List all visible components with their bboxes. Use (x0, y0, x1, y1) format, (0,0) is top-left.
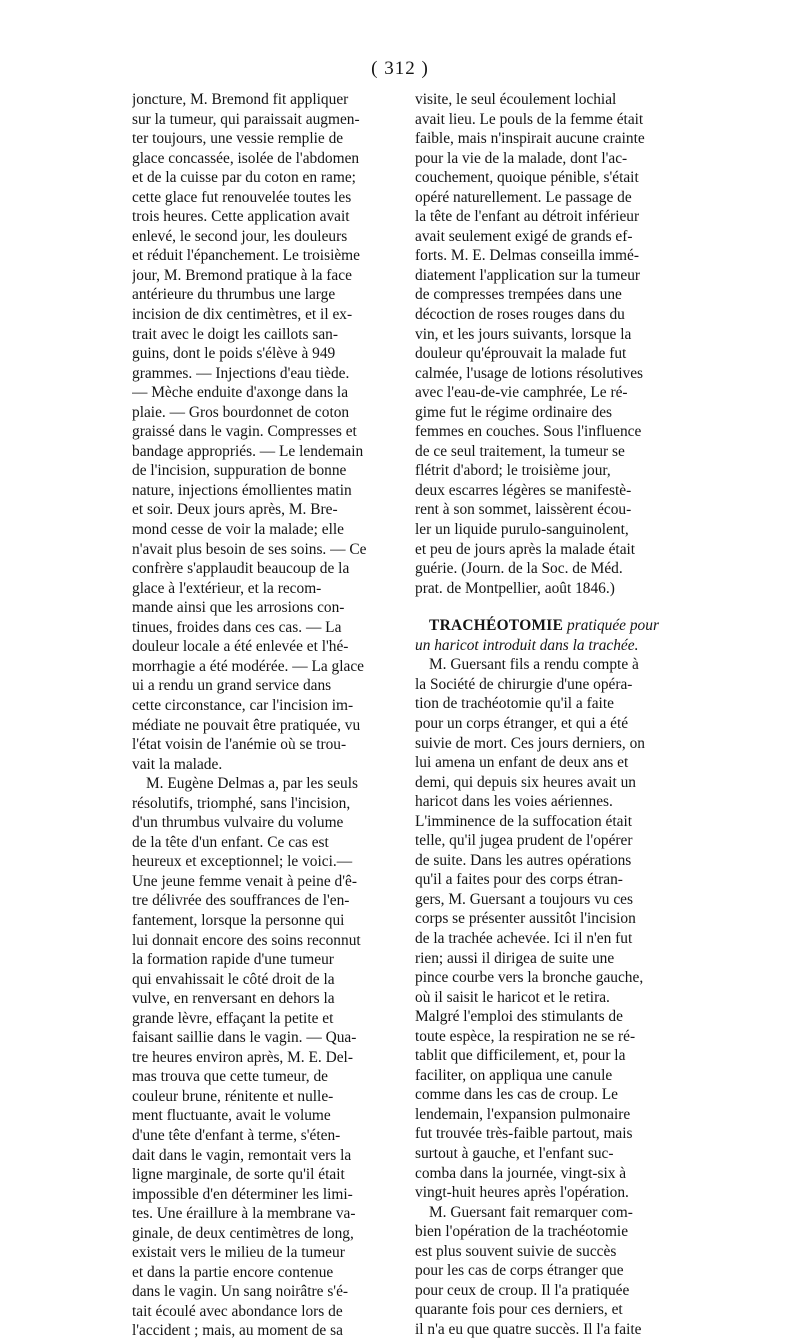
right-column (415, 90, 677, 1339)
text-line: couleur brune, rénitente et nulle- (132, 1087, 334, 1105)
text-line: femmes en couches. Sous l'influence (415, 423, 642, 441)
text-line: haricot dans les voies aériennes. (415, 793, 613, 811)
text-line: la Société de chirurgie d'une opéra- (415, 675, 633, 693)
text-line: gers, M. Guersant a toujours vu ces (415, 890, 633, 908)
text-line: trois heures. Cette application avait (132, 208, 350, 226)
text-line: vin, et les jours suivants, lorsque la (415, 325, 632, 343)
text-line: lui amena un enfant de deux ans et (415, 754, 629, 772)
text-line: joncture, M. Bremond fit appliquer (132, 91, 349, 108)
text-line: couchement, quoique pénible, s'était (415, 169, 639, 187)
text-line: pour un corps étranger, et qui a été (415, 714, 629, 732)
text-line: de suite. Dans les autres opérations (415, 851, 632, 869)
text-line: Malgré l'emploi des stimulants de (415, 1008, 623, 1026)
text-line: guérie. (Journ. de la Soc. de Méd. (415, 560, 623, 578)
text-line: tion de trachéotomie qu'il a faite (415, 695, 614, 713)
text-line: toute espèce, la respiration ne se ré- (415, 1027, 636, 1045)
text-line: trait avec le doigt les caillots san- (132, 325, 338, 343)
text-line: comba dans la journée, vingt-six à (415, 1164, 627, 1182)
text-line: grammes. — Injections d'eau tiède. (132, 364, 350, 382)
text-line: tait écoulé avec abondance lors de (132, 1302, 343, 1320)
text-line: forts. M. E. Delmas conseilla immé- (415, 247, 639, 265)
text-line: ginale, de deux centimètres de long, (132, 1224, 354, 1242)
text-line: telle, qu'il jugea prudent de l'opérer (415, 832, 633, 850)
text-line: faisant saillie dans le vagin. — Qua- (132, 1029, 357, 1047)
text-line: ment fluctuante, avait le volume (132, 1107, 331, 1125)
text-line: rent à son sommet, laissèrent écou- (415, 501, 632, 519)
text-line: et soir. Deux jours après, M. Bre- (132, 501, 338, 519)
section-heading: TRACHÉOTOMIE (429, 617, 564, 635)
text-line: tablit que difficilement, et, pour la (415, 1047, 626, 1065)
text-line: de la tête d'un enfant. Ce cas est (132, 833, 329, 851)
text-line: faible, mais n'inspirait aucune crainte (415, 130, 645, 148)
text-line: grande lèvre, effaçant la petite et (132, 1009, 334, 1027)
text-line: lendemain, l'expansion pulmonaire (415, 1105, 631, 1123)
text-line: gime fut le régime ordinaire des (415, 403, 613, 421)
text-line: antérieure du thrumbus une large (132, 286, 336, 304)
text-line: d'une tête d'enfant à terme, s'éten- (132, 1126, 341, 1144)
text-line: avait lieu. Le pouls de la femme était (415, 110, 644, 128)
text-line: médiate ne pouvait être pratiquée, vu (132, 716, 361, 734)
text-line: de l'incision, suppuration de bonne (132, 462, 347, 480)
text-line: vait la malade. (132, 755, 223, 773)
text-line: d'un thrumbus vulvaire du volume (132, 814, 344, 832)
text-line: mas trouva que cette tumeur, de (132, 1068, 328, 1086)
text-line: vingt-huit heures après l'opération. (415, 1184, 629, 1202)
text-line: quarante fois pour ces derniers, et (415, 1301, 623, 1319)
text-line: bien l'opération de la trachéotomie (415, 1223, 629, 1241)
text-line: sur la tumeur, qui paraissait augmen- (132, 110, 360, 128)
text-line: résolutifs, triomphé, sans l'incision, (132, 794, 351, 812)
text-line: lui donnait encore des soins reconnut (132, 931, 361, 949)
text-line: incision de dix centimètres, et il ex- (132, 306, 353, 324)
section-heading-rest: pratiquée pour (563, 617, 659, 635)
text-line: flétrit d'abord; le troisième jour, (415, 462, 611, 480)
text-line: fantement, lorsque la personne qui (132, 911, 345, 929)
text-line: calmée, l'usage de lotions résolutives (415, 364, 644, 382)
text-line: — Mèche enduite d'axonge dans la (132, 384, 349, 402)
text-line: cette circonstance, car l'incision im- (132, 696, 354, 714)
text-line: visite, le seul écoulement lochial (415, 91, 617, 108)
section-heading-line (415, 616, 677, 636)
text-line: la formation rapide d'une tumeur (132, 951, 334, 969)
text-line: n'avait plus besoin de ses soins. — Ce (132, 540, 367, 558)
section-spacer (415, 598, 677, 616)
text-line: Une jeune femme venait à peine d'ê- (132, 872, 357, 890)
text-line: pour la vie de la malade, dont l'ac- (415, 149, 628, 167)
text-line: glace à l'extérieur, et la recom- (132, 579, 322, 597)
text-line: existait vers le milieu de la tumeur (132, 1244, 345, 1262)
text-line: pour les cas de corps étranger que (415, 1262, 624, 1280)
text-line: ter toujours, une vessie remplie de (132, 130, 344, 148)
text-line: demi, qui depuis six heures avait un (415, 773, 636, 791)
text-line: rien; aussi il dirigea de suite une (415, 949, 615, 967)
text-line: diatement l'application sur la tumeur (415, 266, 641, 284)
text-line: où il saisit le haricot et le retira. (415, 988, 610, 1006)
text-line: l'état voisin de l'anémie où se trou- (132, 736, 347, 754)
page-number: ( 312 ) (371, 58, 429, 79)
text-line: guins, dont le poids s'élève à 949 (132, 345, 336, 363)
text-line: corps se présenter aussitôt l'incision (415, 910, 636, 928)
text-line: qui envahissait le côté droit de la (132, 970, 335, 988)
text-line: nature, injections émollientes matin (132, 481, 352, 499)
text-line: de compresses trempées dans une (415, 286, 622, 304)
text-line: L'imminence de la suffocation était (415, 812, 633, 830)
text-line: bandage appropriés. — Le lendemain (132, 442, 364, 460)
text-line: pince courbe vers la bronche gauche, (415, 969, 644, 987)
text-line: dait dans le vagin, remontait vers la (132, 1146, 352, 1164)
text-line: impossible d'en déterminer les limi- (132, 1185, 353, 1203)
text-line: pour ceux de croup. Il l'a pratiquée (415, 1281, 630, 1299)
text-line: vulve, en renversant en dehors la (132, 990, 335, 1008)
text-line: avec l'eau-de-vie camphrée, Le ré- (415, 384, 628, 402)
text-line: de ce seul traitement, la tumeur se (415, 442, 625, 460)
text-line: glace concassée, isolée de l'abdomen (132, 149, 360, 167)
text-line: confrère s'applaudit beaucoup de la (132, 560, 350, 578)
text-line: mande ainsi que les arrosions con- (132, 599, 345, 617)
right-column-bottom-text (415, 655, 677, 1339)
left-column (132, 90, 394, 1341)
text-line: plaie. — Gros bourdonnet de coton (132, 403, 350, 421)
text-line: M. Eugène Delmas a, par les seuls (146, 775, 358, 793)
text-line: graissé dans le vagin. Compresses et (132, 423, 357, 441)
right-column-top-text (415, 90, 677, 598)
text-line: ligne marginale, de sorte qu'il était (132, 1166, 345, 1184)
text-line: M. Guersant fils a rendu compte à (429, 656, 639, 674)
text-line: ler un liquide purulo-sanguinolent, (415, 521, 629, 539)
text-line: et peu de jours après la malade était (415, 540, 636, 558)
text-line: prat. de Montpellier, août 1846.) (415, 579, 615, 597)
text-line: tes. Une éraillure à la membrane va- (132, 1205, 356, 1223)
text-line: dans le vagin. Un sang noirâtre s'é- (132, 1283, 349, 1301)
text-line: comme dans les cas de croup. Le (415, 1086, 618, 1104)
text-line: heureux et exceptionnel; le voici.— (132, 853, 353, 871)
text-line: cette glace fut renouvelée toutes les (132, 188, 352, 206)
text-line: M. Guersant fait remarquer com- (429, 1203, 633, 1221)
text-line: décoction de roses rouges dans du (415, 306, 625, 324)
text-line: tre délivrée des souffrances de l'en- (132, 892, 350, 910)
text-line: faciliter, on appliqua une canule (415, 1066, 613, 1084)
text-line: il n'a eu que quatre succès. Il l'a faite (415, 1320, 642, 1338)
text-line: jour, M. Bremond pratique à la face (132, 266, 352, 284)
text-line: mond cesse de voir la malade; elle (132, 521, 344, 539)
text-line: et de la cuisse par du coton en rame; (132, 169, 356, 187)
text-line: l'accident ; mais, au moment de sa (132, 1322, 343, 1340)
text-line: de la trachée achevée. Ici il n'en fut (415, 929, 633, 947)
section-subtitle: un haricot introduit dans la trachée. (415, 636, 639, 654)
text-line: surtout à gauche, et l'enfant suc- (415, 1144, 614, 1162)
text-line: la tête de l'enfant au détroit inférieur (415, 208, 640, 226)
text-line: avait seulement exigé de grands ef- (415, 227, 633, 245)
text-line: fut trouvée très-faible partout, mais (415, 1125, 633, 1143)
text-line: est plus souvent suivie de succès (415, 1242, 617, 1260)
text-line: enlevé, le second jour, les douleurs (132, 227, 348, 245)
text-line: tre heures environ après, M. E. Del- (132, 1048, 353, 1066)
text-line: et réduit l'épanchement. Le troisième (132, 247, 360, 265)
text-line: deux escarres légères se manifestè- (415, 481, 632, 499)
text-line: tinues, froides dans ces cas. — La (132, 618, 342, 636)
text-line: morrhagie a été modérée. — La glace (132, 657, 365, 675)
text-line: qu'il a faites pour des corps étran- (415, 871, 623, 889)
text-line: et dans la partie encore contenue (132, 1263, 334, 1281)
text-line: opéré naturellement. Le passage de (415, 188, 632, 206)
text-line: ui a rendu un grand service dans (132, 677, 332, 695)
text-line: suivie de mort. Ces jours derniers, on (415, 734, 645, 752)
text-line: douleur locale a été enlevée et l'hé- (132, 638, 349, 656)
text-line: douleur qu'éprouvait la malade fut (415, 345, 627, 363)
